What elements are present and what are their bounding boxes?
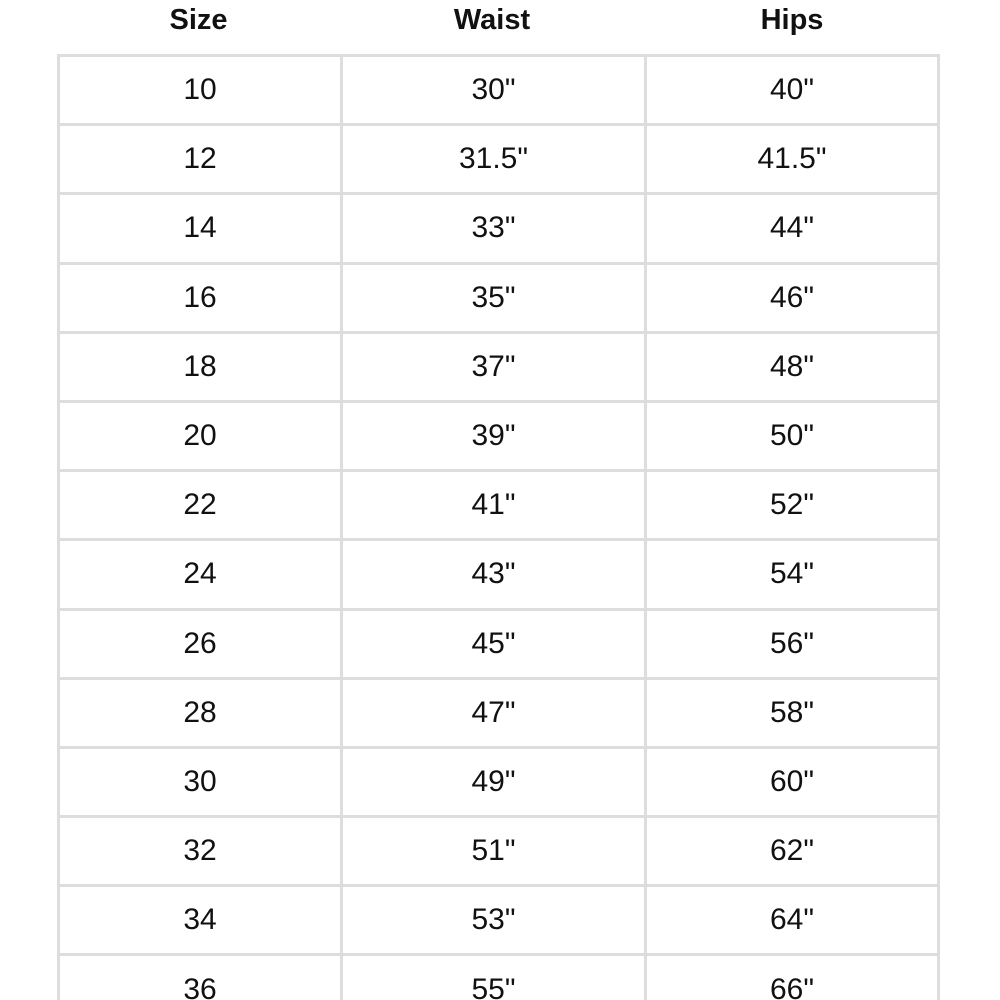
- waist-cell: 51": [343, 818, 647, 887]
- hips-cell: 60": [647, 749, 940, 818]
- size-cell: 18: [60, 334, 343, 403]
- hips-cell: 44": [647, 195, 940, 264]
- table-row: [60, 265, 940, 334]
- size-cell: 24: [60, 541, 343, 610]
- table-row: [60, 680, 940, 749]
- waist-cell: 45": [343, 611, 647, 680]
- hips-cell: 62": [647, 818, 940, 887]
- hips-cell: 52": [647, 472, 940, 541]
- waist-cell: 47": [343, 680, 647, 749]
- hips-cell: 46": [647, 265, 940, 334]
- waist-cell: 41": [343, 472, 647, 541]
- hips-cell: 48": [647, 334, 940, 403]
- waist-cell: 39": [343, 403, 647, 472]
- waist-cell: 37": [343, 334, 647, 403]
- waist-cell: 30": [343, 57, 647, 126]
- waist-cell: 31.5": [343, 126, 647, 195]
- hips-column-header: Hips: [760, 3, 824, 36]
- waist-cell: 53": [343, 887, 647, 956]
- waist-cell: 43": [343, 541, 647, 610]
- table-row: [60, 195, 940, 264]
- table-row: [60, 887, 940, 956]
- hips-cell: 64": [647, 887, 940, 956]
- table-row: [60, 541, 940, 610]
- table-row: [60, 749, 940, 818]
- size-cell: 30: [60, 749, 343, 818]
- hips-cell: 54": [647, 541, 940, 610]
- waist-cell: 55": [343, 956, 647, 1000]
- size-cell: 34: [60, 887, 343, 956]
- size-cell: 12: [60, 126, 343, 195]
- table-row: [60, 57, 940, 126]
- table-row: [60, 403, 940, 472]
- hips-cell: 50": [647, 403, 940, 472]
- size-cell: 20: [60, 403, 343, 472]
- table-row: [60, 334, 940, 403]
- hips-cell: 66": [647, 956, 940, 1000]
- hips-cell: 40": [647, 57, 940, 126]
- hips-cell: 58": [647, 680, 940, 749]
- size-table: [57, 54, 940, 1000]
- waist-cell: 49": [343, 749, 647, 818]
- table-row: [60, 818, 940, 887]
- table-row: [60, 126, 940, 195]
- table-row: [60, 472, 940, 541]
- table-row: [60, 956, 940, 1000]
- hips-cell: 41.5": [647, 126, 940, 195]
- waist-cell: 33": [343, 195, 647, 264]
- waist-cell: 35": [343, 265, 647, 334]
- size-cell: 16: [60, 265, 343, 334]
- size-cell: 32: [60, 818, 343, 887]
- size-column-header: Size: [169, 3, 228, 36]
- table-row: [60, 611, 940, 680]
- hips-cell: 56": [647, 611, 940, 680]
- size-cell: 26: [60, 611, 343, 680]
- size-cell: 36: [60, 956, 343, 1000]
- size-cell: 14: [60, 195, 343, 264]
- size-cell: 10: [60, 57, 343, 126]
- size-cell: 22: [60, 472, 343, 541]
- size-cell: 28: [60, 680, 343, 749]
- waist-column-header: Waist: [453, 3, 531, 36]
- table-header: [57, 0, 940, 45]
